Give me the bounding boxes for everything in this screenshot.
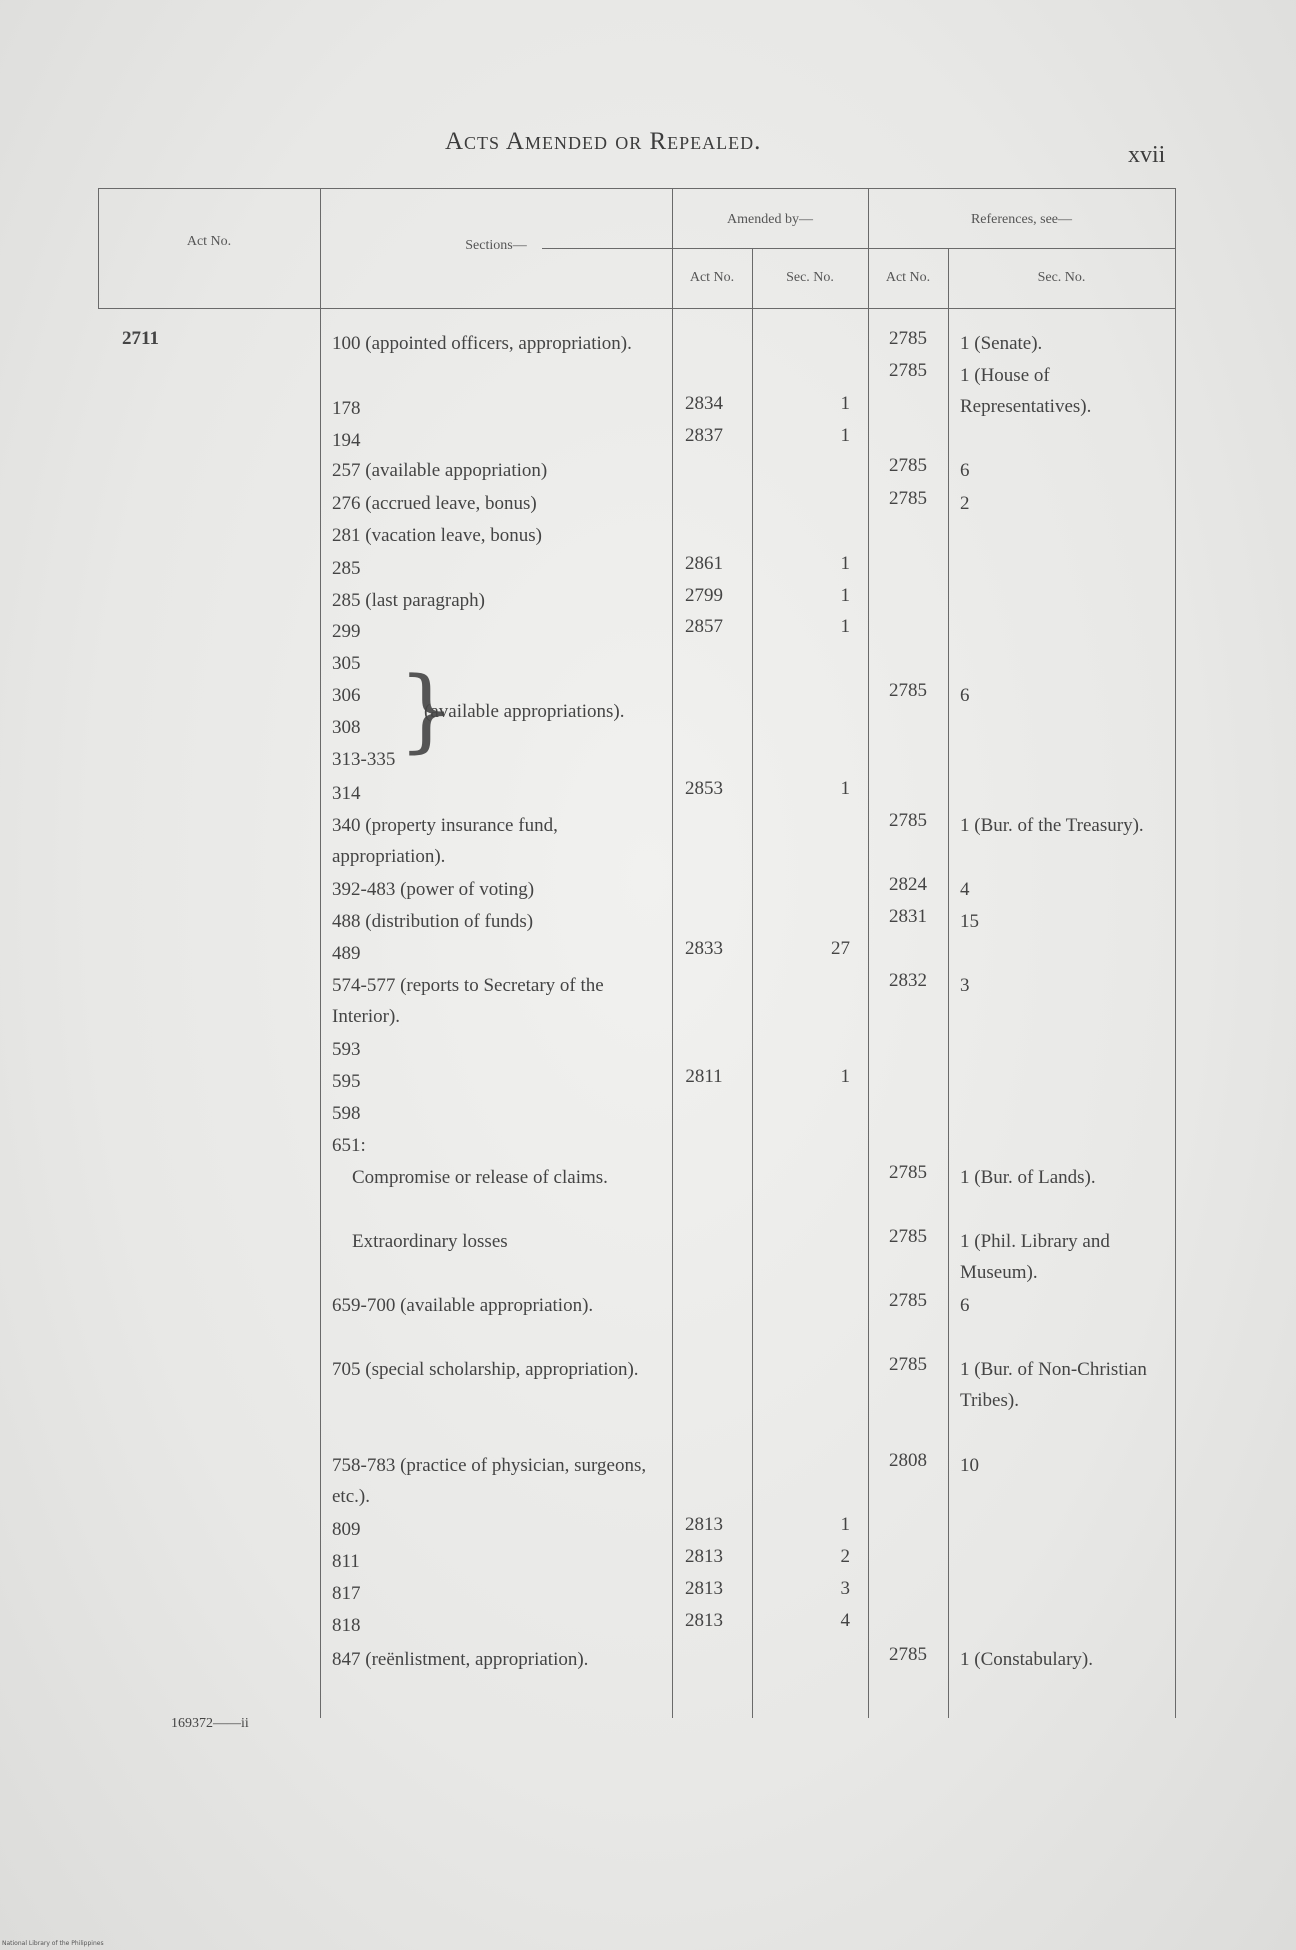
reference-sec-cell: 10 (960, 1455, 979, 1476)
reference-act-cell: 2785 (889, 1162, 927, 1183)
section-cell: 285 (332, 558, 361, 579)
reference-sec-cell: 4 (960, 879, 970, 900)
amended-sec-cell: 4 (840, 1610, 850, 1631)
section-cell: 818 (332, 1615, 361, 1636)
brace-glyph: } (398, 658, 456, 763)
reference-act-cell: 2785 (889, 328, 927, 349)
amended-sec-cell: 1 (840, 616, 850, 637)
reference-sec-cell: 1 (Phil. Library and Museum). (960, 1231, 1110, 1283)
amended-act-cell: 2834 (685, 393, 723, 414)
reference-sec-cell: 1 (Constabulary). (960, 1649, 1093, 1670)
section-cell: 847 (reënlistment, appropriation). (332, 1649, 589, 1670)
section-cell: 276 (accrued leave, bonus) (332, 493, 537, 514)
section-cell: 299 (332, 621, 361, 642)
amended-sec-cell: 1 (840, 425, 850, 446)
reference-sec-cell: 1 (Bur. of the Treasury). (960, 815, 1144, 836)
reference-act-cell: 2785 (889, 455, 927, 476)
section-cell: 489 (332, 943, 361, 964)
amended-act-cell: 2813 (685, 1546, 723, 1567)
section-cell: 306 (332, 685, 361, 706)
amended-sec-cell: 1 (840, 393, 850, 414)
amended-sec-cell: 1 (840, 585, 850, 606)
amended-act-cell: 2811 (685, 1066, 723, 1087)
reference-act-cell: 2832 (889, 970, 927, 991)
reference-sec-cell: 1 (House of Representatives). (960, 365, 1092, 417)
reference-act-cell: 2785 (889, 810, 927, 831)
subheader-ref-act-no: Act No. (885, 270, 931, 285)
section-cell: 809 (332, 1519, 361, 1540)
header-amended-by: Amended by— (727, 212, 813, 227)
section-cell: 651: (332, 1135, 366, 1156)
section-cell: 593 (332, 1039, 361, 1060)
reference-act-cell: 2785 (889, 680, 927, 701)
amended-act-cell: 2813 (685, 1578, 723, 1599)
footer-code: 169372——ii (171, 1716, 249, 1731)
amended-act-cell: 2813 (685, 1514, 723, 1535)
section-cell: 705 (special scholarship, appropriation). (332, 1359, 639, 1380)
amended-sec-cell: 1 (840, 553, 850, 574)
subheader-am-sec-no: Sec. No. (786, 270, 834, 285)
reference-act-cell: 2824 (889, 874, 927, 895)
amended-sec-cell: 1 (840, 1066, 850, 1087)
reference-sec-cell: 6 (960, 685, 970, 706)
reference-act-cell: 2785 (889, 488, 927, 509)
section-cell: Compromise or release of claims. (352, 1167, 608, 1188)
section-cell: 392-483 (power of voting) (332, 879, 535, 900)
reference-sec-cell: 1 (Bur. of Non-Christian Tribes). (960, 1359, 1147, 1411)
library-stamp: National Library of the Philippines (2, 1940, 104, 1947)
reference-sec-cell: 3 (960, 975, 970, 996)
section-cell: 595 (332, 1071, 361, 1092)
subheader-ref-sec-no: Sec. No. (1037, 270, 1086, 285)
section-cell: 811 (332, 1551, 360, 1572)
amended-sec-cell: 1 (840, 778, 850, 799)
section-cell: 281 (vacation leave, bonus) (332, 525, 542, 546)
amended-act-cell: 2853 (685, 778, 723, 799)
reference-sec-cell: 2 (960, 493, 970, 514)
amended-act-cell: 2861 (685, 553, 723, 574)
reference-act-cell: 2785 (889, 1354, 927, 1375)
reference-sec-cell: 6 (960, 460, 970, 481)
amended-act-cell: 2857 (685, 616, 723, 637)
brace-note: (available appropriations). (424, 701, 625, 722)
amended-sec-cell: 3 (840, 1578, 850, 1599)
reference-sec-cell: 15 (960, 911, 979, 932)
section-cell: 178 (332, 398, 361, 419)
amended-sec-cell: 27 (831, 938, 850, 959)
section-cell: 574-577 (reports to Secretary of the Interior). (332, 975, 604, 1027)
section-cell: 340 (property insurance fund, appropriation). (332, 815, 558, 867)
page-number: xvii (1128, 142, 1166, 168)
section-cell: 313-335 (332, 749, 396, 770)
section-cell: 100 (appointed officers, appropriation). (332, 333, 632, 354)
section-cell: 257 (available appopriation) (332, 460, 548, 481)
section-cell: 285 (last paragraph) (332, 590, 485, 611)
reference-act-cell: 2808 (889, 1450, 927, 1471)
header-act-no: Act No. (186, 234, 232, 249)
reference-act-cell: 2785 (889, 1644, 927, 1665)
acts-table (98, 188, 1175, 1718)
section-cell: 659-700 (available appropriation). (332, 1295, 594, 1316)
amended-act-cell: 2813 (685, 1610, 723, 1631)
reference-act-cell: 2785 (889, 1290, 927, 1311)
reference-act-cell: 2785 (889, 1226, 927, 1247)
amended-sec-cell: 1 (840, 1514, 850, 1535)
reference-act-cell: 2785 (889, 360, 927, 381)
section-cell: 194 (332, 430, 361, 451)
reference-sec-cell: 1 (Senate). (960, 333, 1043, 354)
section-cell: 758-783 (practice of physician, surgeons, etc.). (332, 1455, 647, 1507)
header-sections: Sections— (465, 238, 527, 253)
subheader-am-act-no: Act No. (689, 270, 735, 285)
reference-sec-cell: 1 (Bur. of Lands). (960, 1167, 1096, 1188)
section-cell: 598 (332, 1103, 361, 1124)
section-cell: 488 (distribution of funds) (332, 911, 534, 932)
amended-act-cell: 2799 (685, 585, 723, 606)
amended-sec-cell: 2 (840, 1546, 850, 1567)
reference-sec-cell: 6 (960, 1295, 970, 1316)
section-cell: Extraordinary losses (352, 1231, 508, 1252)
section-cell: 305 (332, 653, 361, 674)
amended-act-cell: 2833 (685, 938, 723, 959)
amended-act-cell: 2837 (685, 425, 723, 446)
header-references: References, see— (970, 212, 1073, 227)
act-number: 2711 (122, 328, 159, 349)
section-cell: 314 (332, 783, 361, 804)
page-title: Acts Amended or Repealed. (445, 128, 762, 155)
reference-act-cell: 2831 (889, 906, 927, 927)
section-cell: 308 (332, 717, 361, 738)
section-cell: 817 (332, 1583, 361, 1604)
